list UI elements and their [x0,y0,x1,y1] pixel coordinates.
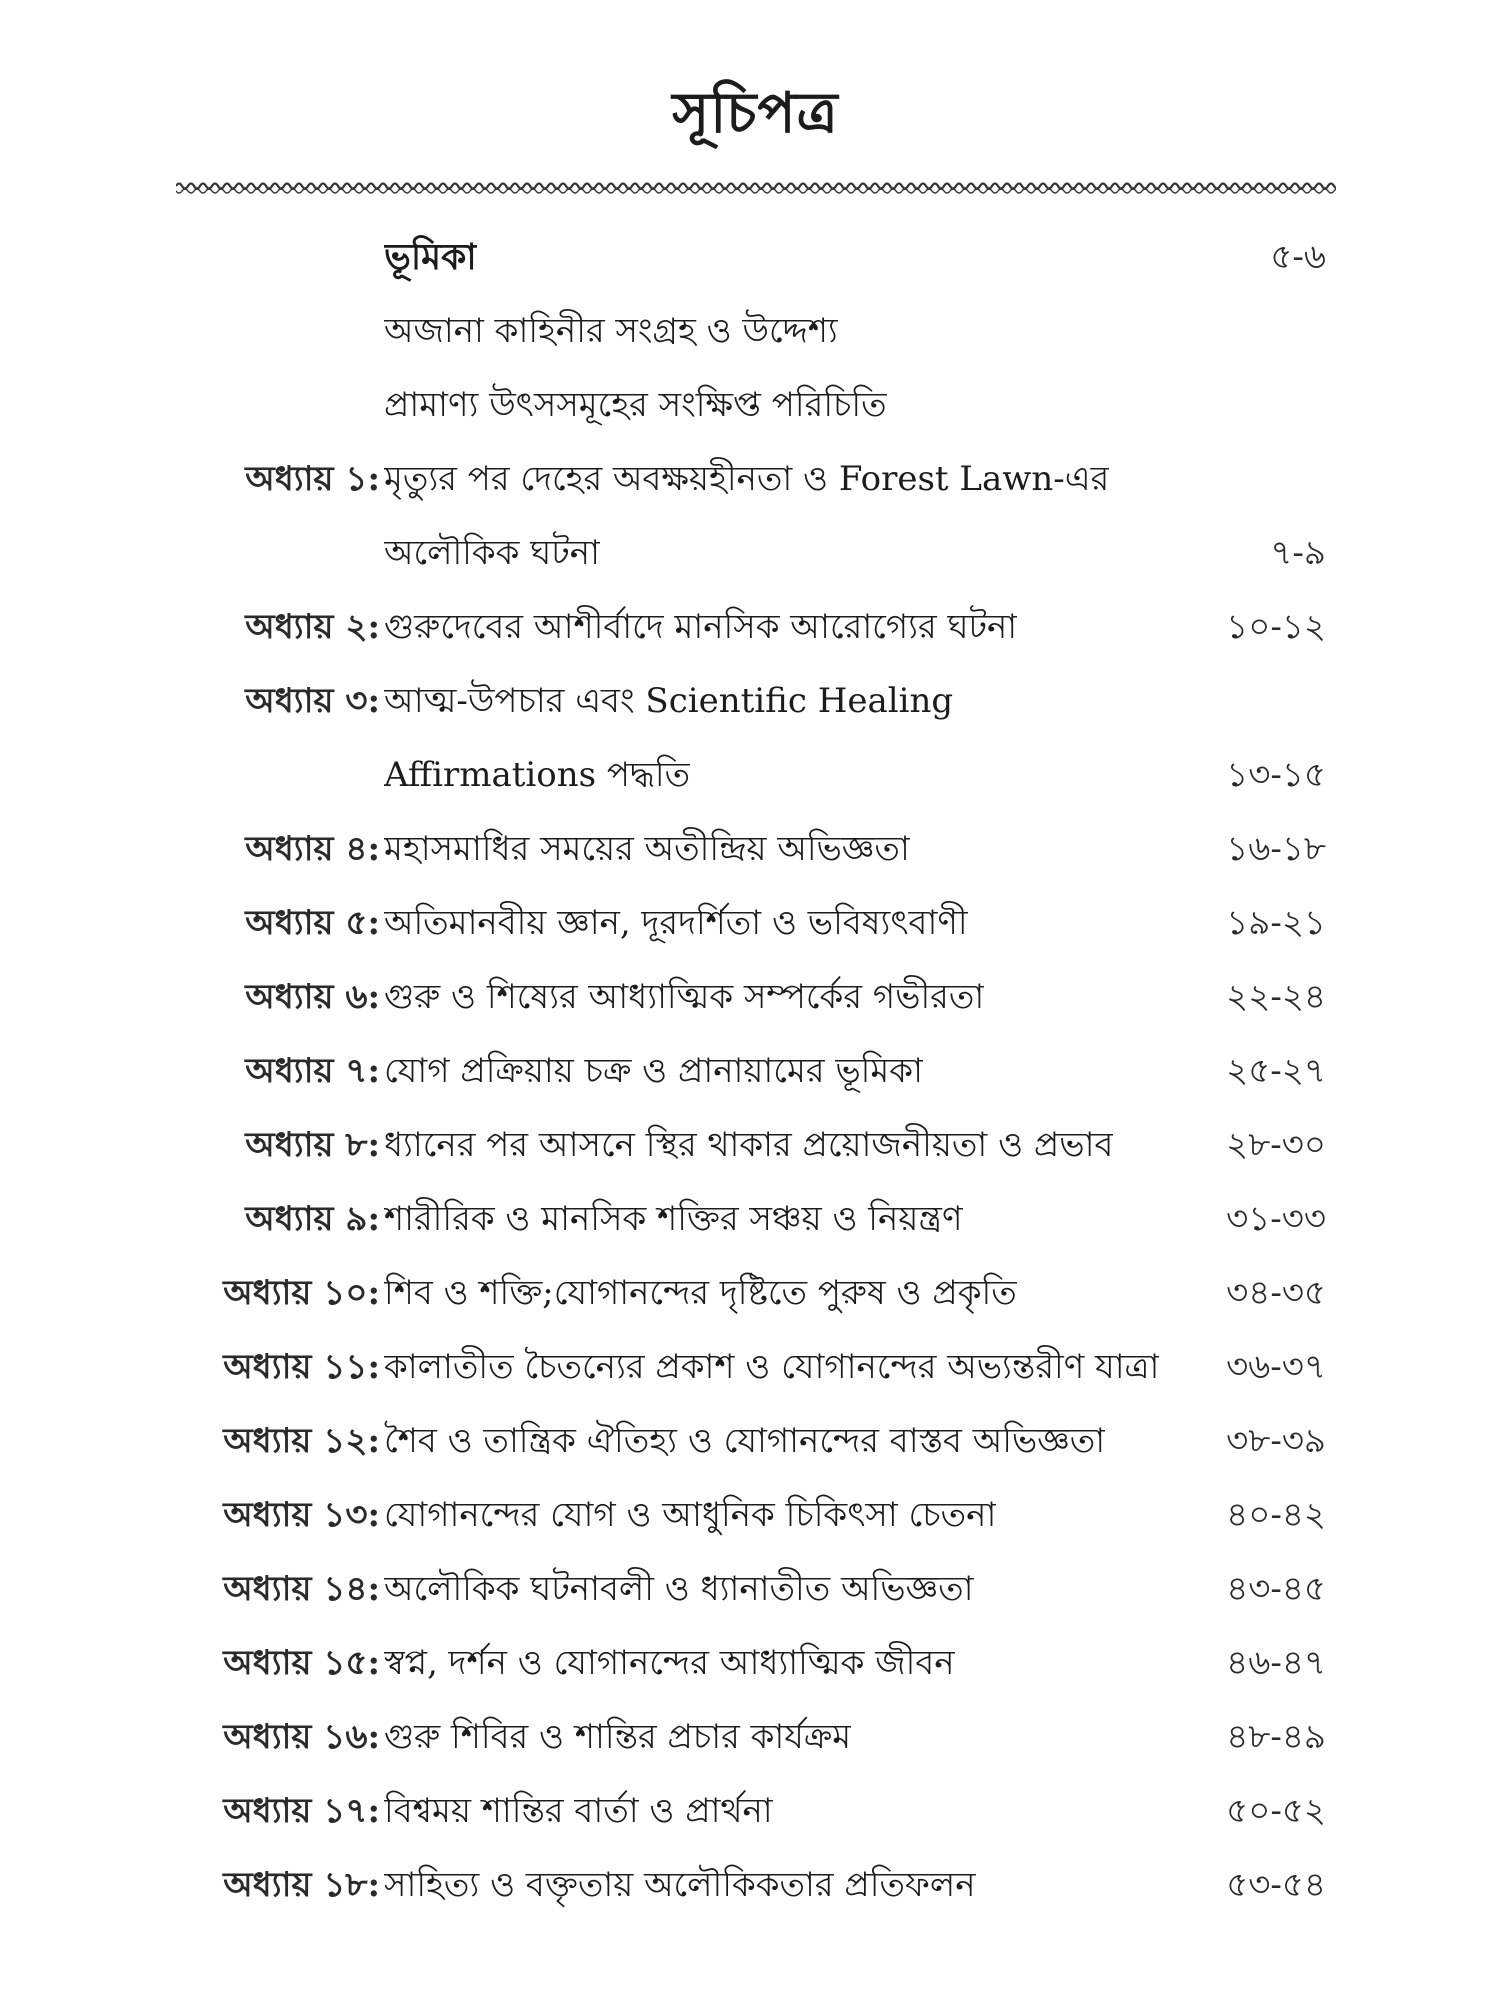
toc-row [0,738,1511,812]
toc-row [0,1478,1511,1552]
wavy-divider [176,176,1336,200]
chapter-title: গুরুদেবের আশীর্বাদে মানসিক আরোগ্যের ঘটনা [384,607,1018,647]
page-range: ১৩-১৫ [1226,755,1326,795]
toc-row [0,442,1511,516]
toc-row [0,1404,1511,1478]
chapter-title: মহাসমাধির সময়ের অতীন্দ্রিয় অভিজ্ঞতা [384,829,910,869]
toc-row [0,886,1511,960]
chapter-title: আত্ম-উপচার এবং Scientific Healing [384,681,954,721]
chapter-title: শারীরিক ও মানসিক শক্তির সঞ্চয় ও নিয়ন্ত্রণ [384,1199,963,1239]
toc-row [0,220,1511,294]
toc-row [0,664,1511,738]
page-title: সূচিপত্র [672,80,839,146]
page-range: ১০-১২ [1226,607,1326,647]
chapter-title: যোগ প্রক্রিয়ায় চক্র ও প্রানায়ামের ভূমিকা [384,1051,923,1091]
chapter-number: অধ্যায় ১: [245,459,380,499]
chapter-number: অধ্যায় ৫: [245,903,380,943]
chapter-number: অধ্যায় ৬: [245,977,380,1017]
page-range: ২৫-২৭ [1226,1051,1326,1091]
chapter-number: অধ্যায় ১৬: [223,1717,380,1757]
chapter-title: বিশ্বময় শান্তির বার্তা ও প্রার্থনা [384,1791,773,1831]
chapter-number: অধ্যায় ১৮: [223,1865,380,1905]
toc-row [0,1256,1511,1330]
chapter-title: শিব ও শক্তি;যোগানন্দের দৃষ্টিতে পুরুষ ও প্রকৃতি [384,1273,1017,1313]
chapter-title: অজানা কাহিনীর সংগ্রহ ও উদ্দেশ্য [384,311,838,351]
toc-row [0,812,1511,886]
toc-row [0,516,1511,590]
chapter-title: ভূমিকা [384,236,477,278]
page-range: ১৯-২১ [1226,903,1326,943]
toc-row [0,1626,1511,1700]
toc-row [0,368,1511,442]
toc-row [0,1182,1511,1256]
page-range: ৭-৯ [1270,533,1326,573]
chapter-title: অলৌকিক ঘটনা [384,533,600,573]
toc-row [0,1108,1511,1182]
chapter-title: অতিমানবীয় জ্ঞান, দূরদর্শিতা ও ভবিষ্যৎবাণী [384,903,968,943]
page-range: ৩১-৩৩ [1226,1199,1326,1239]
chapter-number: অধ্যায় ১১: [223,1347,380,1387]
toc-row [0,960,1511,1034]
chapter-number: অধ্যায় ৭: [245,1051,380,1091]
page-range: ৩৪-৩৫ [1226,1273,1326,1313]
toc-row [0,1034,1511,1108]
toc-row [0,294,1511,368]
page-range: ৫৩-৫৪ [1226,1865,1326,1905]
chapter-number: অধ্যায় ৪: [245,829,380,869]
chapter-title: Affirmations পদ্ধতি [384,755,691,795]
chapter-number: অধ্যায় ১৭: [223,1791,380,1831]
chapter-number: অধ্যায় ৮: [245,1125,380,1165]
table-of-contents [0,220,1511,1922]
page-range: ৪৮-৪৯ [1226,1717,1326,1757]
chapter-title: শৈব ও তান্ত্রিক ঐতিহ্য ও যোগানন্দের বাস্তব অভিজ্ঞতা [384,1421,1106,1461]
chapter-number: অধ্যায় ১৫: [223,1643,380,1683]
page-range: ৫-৬ [1270,237,1326,277]
chapter-number: অধ্যায় ১৪: [223,1569,380,1609]
chapter-number: অধ্যায় ১৩: [223,1495,380,1535]
page-range: ৪০-৪২ [1226,1495,1326,1535]
chapter-title: গুরু ও শিষ্যের আধ্যাত্মিক সম্পর্কের গভীরতা [384,977,985,1017]
toc-row [0,1700,1511,1774]
toc-row [0,1552,1511,1626]
chapter-number: অধ্যায় ৩: [245,681,380,721]
chapter-title: স্বপ্ন, দর্শন ও যোগানন্দের আধ্যাত্মিক জীবন [384,1643,955,1683]
chapter-number: অধ্যায় ২: [245,607,380,647]
page-range: ৫০-৫২ [1226,1791,1326,1831]
page-range: ২২-২৪ [1226,977,1326,1017]
chapter-number: অধ্যায় ১২: [223,1421,380,1461]
chapter-number: অধ্যায় ১০: [223,1273,380,1313]
page-range: ২৮-৩০ [1226,1125,1326,1165]
toc-row [0,1330,1511,1404]
page-range: ৪৬-৪৭ [1226,1643,1326,1683]
page-range: ১৬-১৮ [1226,829,1326,869]
chapter-title: কালাতীত চৈতন্যের প্রকাশ ও যোগানন্দের অভ্যন্তরীণ যাত্রা [384,1347,1160,1387]
chapter-title: ধ্যানের পর আসনে স্থির থাকার প্রয়োজনীয়তা ও প্রভাব [384,1125,1114,1165]
chapter-title: সাহিত্য ও বক্তৃতায় অলৌকিকতার প্রতিফলন [384,1865,976,1905]
chapter-title: অলৌকিক ঘটনাবলী ও ধ্যানাতীত অভিজ্ঞতা [384,1569,974,1609]
chapter-number: অধ্যায় ৯: [245,1199,380,1239]
chapter-title: প্রামাণ্য উৎসসমূহের সংক্ষিপ্ত পরিচিতি [384,385,887,425]
chapter-title: মৃত্যুর পর দেহের অবক্ষয়হীনতা ও Forest Lawn-এর [384,459,1110,499]
chapter-title: যোগানন্দের যোগ ও আধুনিক চিকিৎসা চেতনা [384,1495,997,1535]
toc-row [0,1848,1511,1922]
toc-row [0,1774,1511,1848]
toc-row [0,590,1511,664]
page-range: ৩৬-৩৭ [1226,1347,1326,1387]
page-range: ৪৩-৪৫ [1226,1569,1326,1609]
page-range: ৩৮-৩৯ [1226,1421,1326,1461]
chapter-title: গুরু শিবির ও শান্তির প্রচার কার্যক্রম [384,1717,852,1757]
